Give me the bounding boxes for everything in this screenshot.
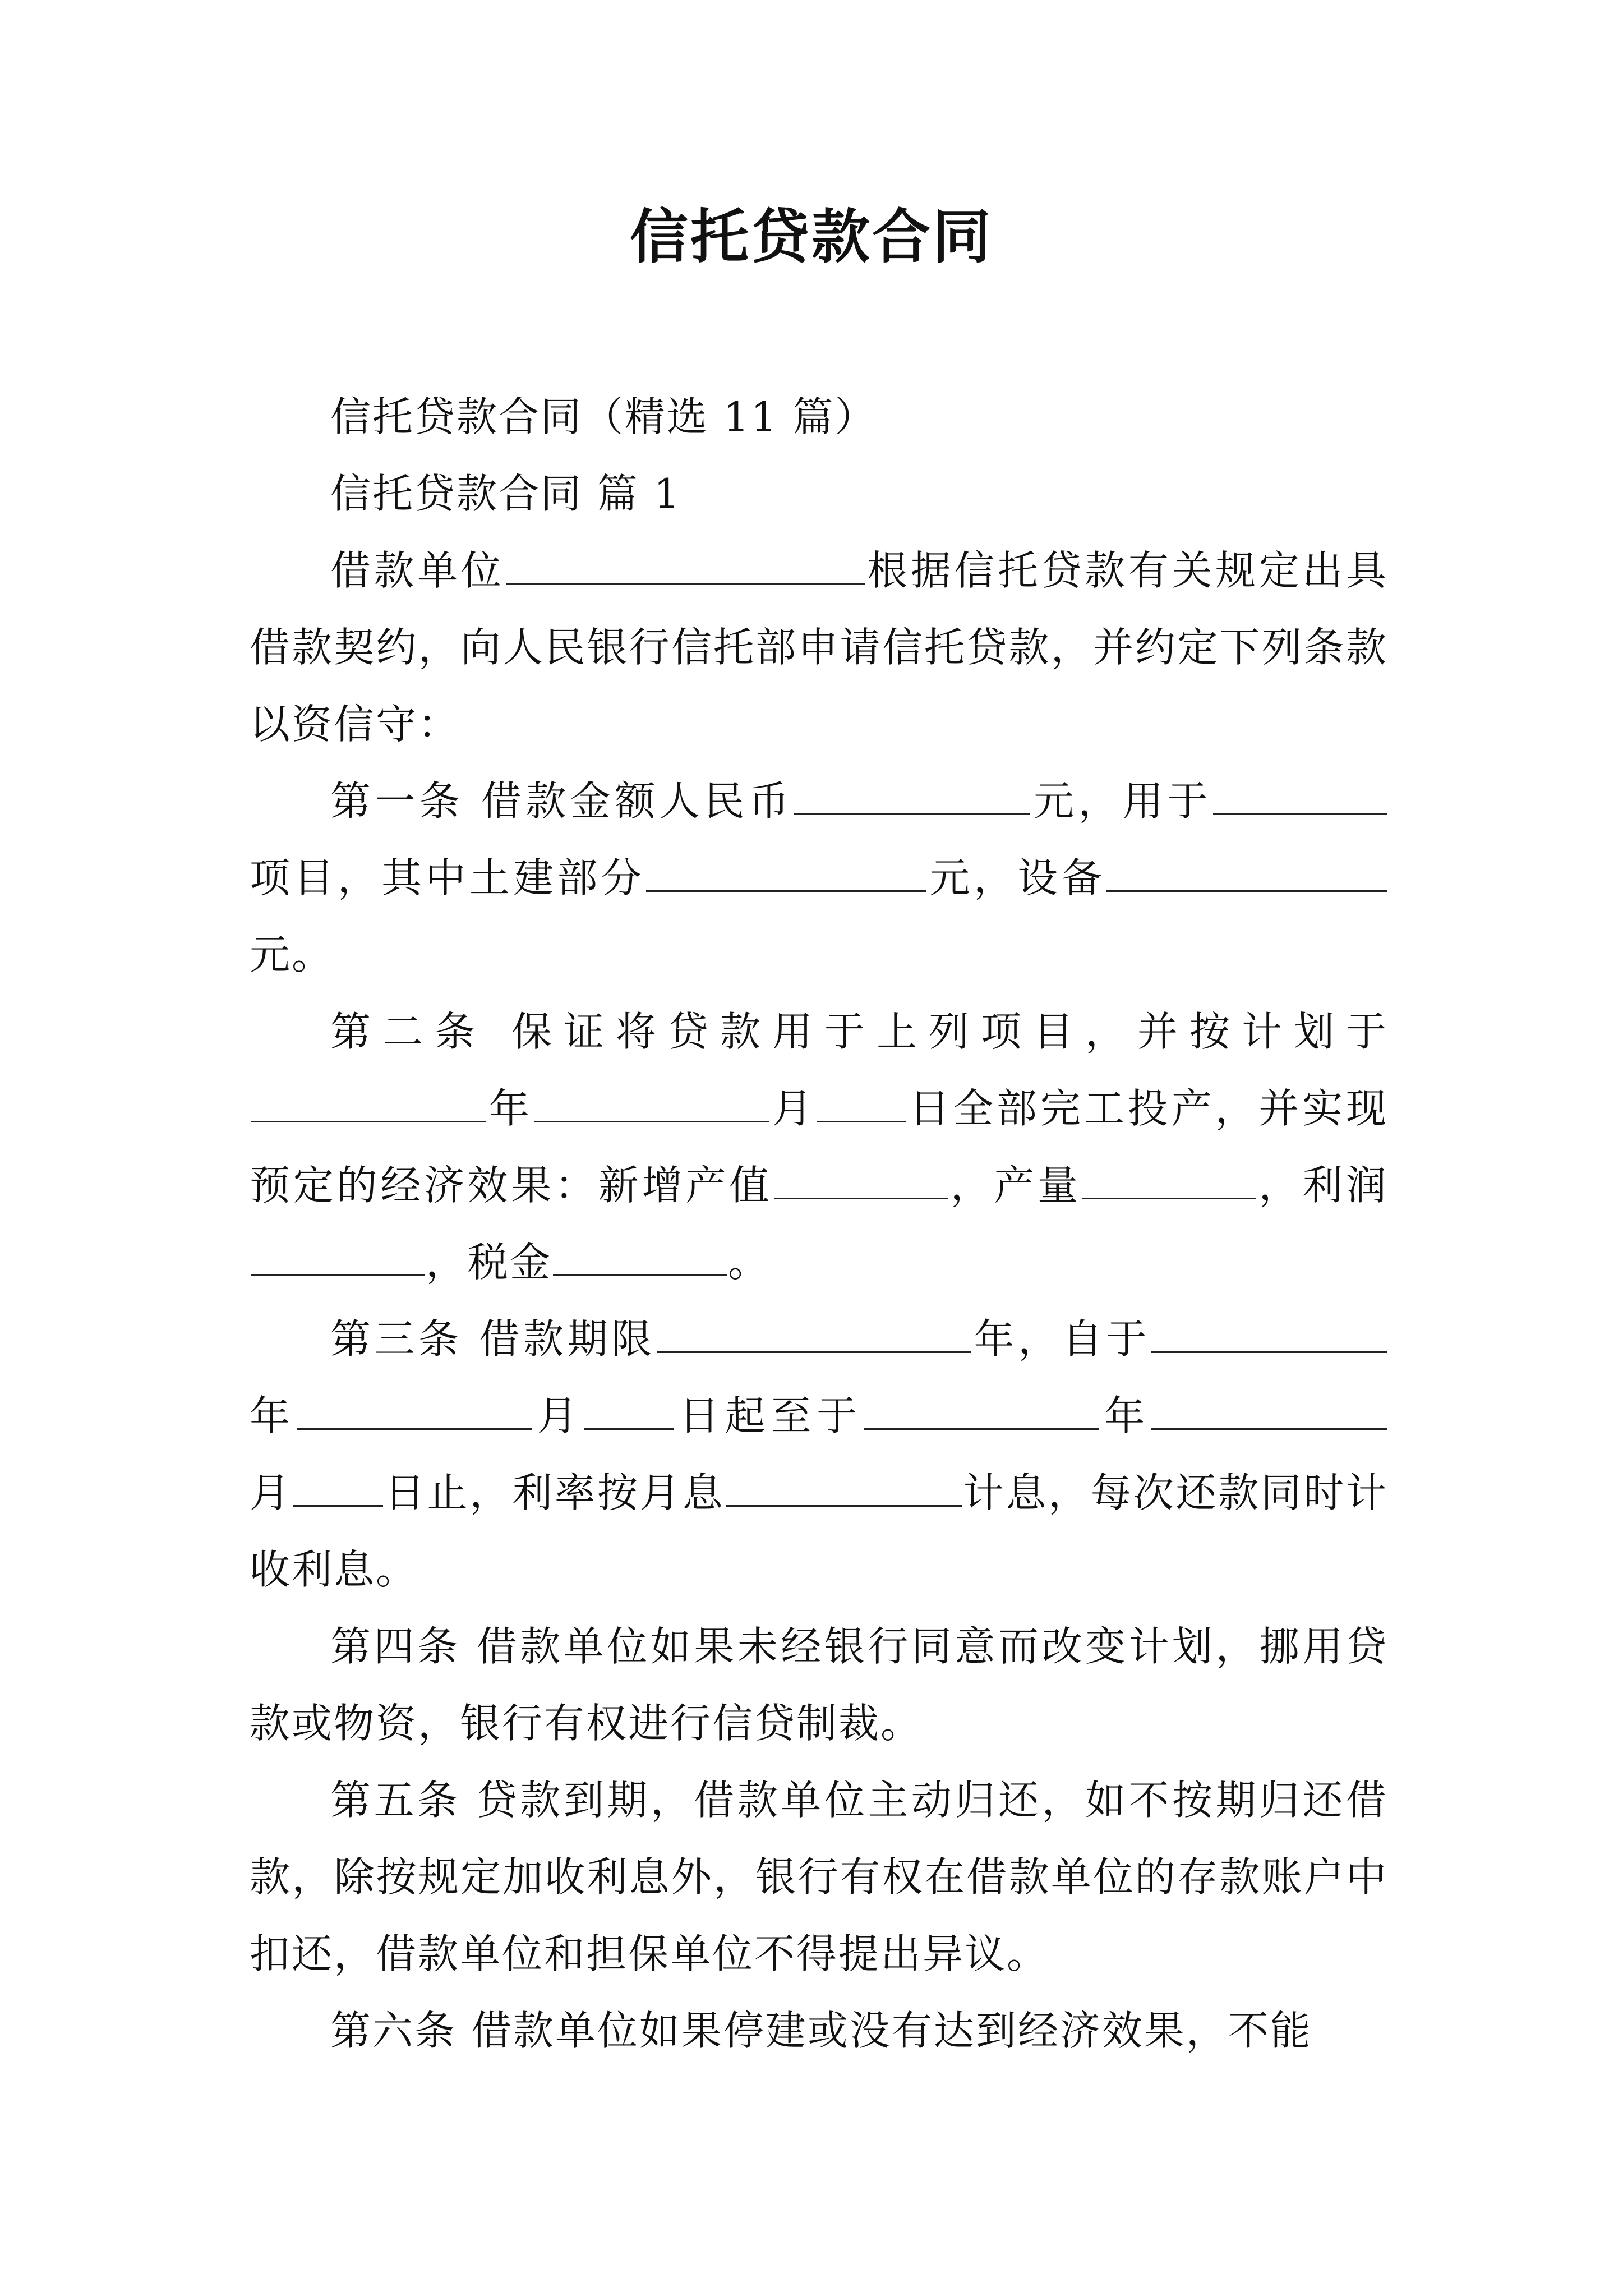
document-title: 信托贷款合同	[629, 202, 993, 271]
blank-output-value[interactable]	[774, 1159, 948, 1199]
blank-end-day[interactable]	[293, 1467, 383, 1507]
blank-start-month[interactable]	[297, 1390, 532, 1430]
document-body	[250, 379, 1388, 2069]
blank-amount[interactable]	[794, 775, 1030, 815]
article-6: 第六条 借款单位如果停建或没有达到经济效果，不能	[330, 2007, 1312, 2054]
blank-start-year[interactable]	[1151, 1313, 1387, 1353]
blank-construction[interactable]	[646, 852, 926, 892]
subtitle: 信托贷款合同（精选 11 篇）	[330, 393, 877, 440]
blank-term[interactable]	[657, 1313, 971, 1353]
blank-interest-rate[interactable]	[726, 1467, 962, 1507]
blank-borrower[interactable]	[506, 545, 865, 585]
blank-end-year[interactable]	[864, 1390, 1099, 1430]
blank-project[interactable]	[1213, 775, 1387, 815]
blank-equipment[interactable]	[1106, 852, 1387, 892]
section-heading: 信托贷款合同 篇 1	[330, 470, 681, 517]
blank-start-day[interactable]	[584, 1390, 674, 1430]
article-3: 第三条 借款期限 年，自于年 月 日起至于 年月 日止，利率按月息 计息，每次还款同时计收利息。	[250, 1301, 1388, 1608]
blank-tax[interactable]	[553, 1236, 727, 1276]
article-1: 第一条 借款金额人民币 元，用于项目，其中土建部分 元，设备元。	[250, 763, 1388, 993]
article-4: 第四条 借款单位如果未经银行同意而改变计划，挪用贷款或物资，银行有权进行信贷制裁。	[250, 1623, 1388, 1747]
article-5: 第五条 贷款到期，借款单位主动归还，如不按期归还借款，除按规定加收利息外，银行有权在借款单位的存款账户中扣还，借款单位和担保单位不得提出异议。	[250, 1777, 1388, 1977]
blank-day[interactable]	[817, 1083, 906, 1122]
blank-end-month[interactable]	[1151, 1390, 1387, 1430]
blank-year[interactable]	[251, 1083, 486, 1122]
paragraph-intro: 借款单位 根据信托贷款有关规定出具借款契约，向人民银行信托部申请信托贷款，并约定下列条款以资信守：	[250, 532, 1388, 763]
article-2: 第二条 保证将贷款用于上列项目，并按计划于年 月 日全部完工投产，并实现预定的经济效果：新增产值 ，产量 ，利润，税金 。	[250, 1008, 1388, 1286]
blank-output[interactable]	[1082, 1159, 1256, 1199]
blank-profit[interactable]	[251, 1236, 425, 1276]
blank-month[interactable]	[534, 1083, 769, 1122]
